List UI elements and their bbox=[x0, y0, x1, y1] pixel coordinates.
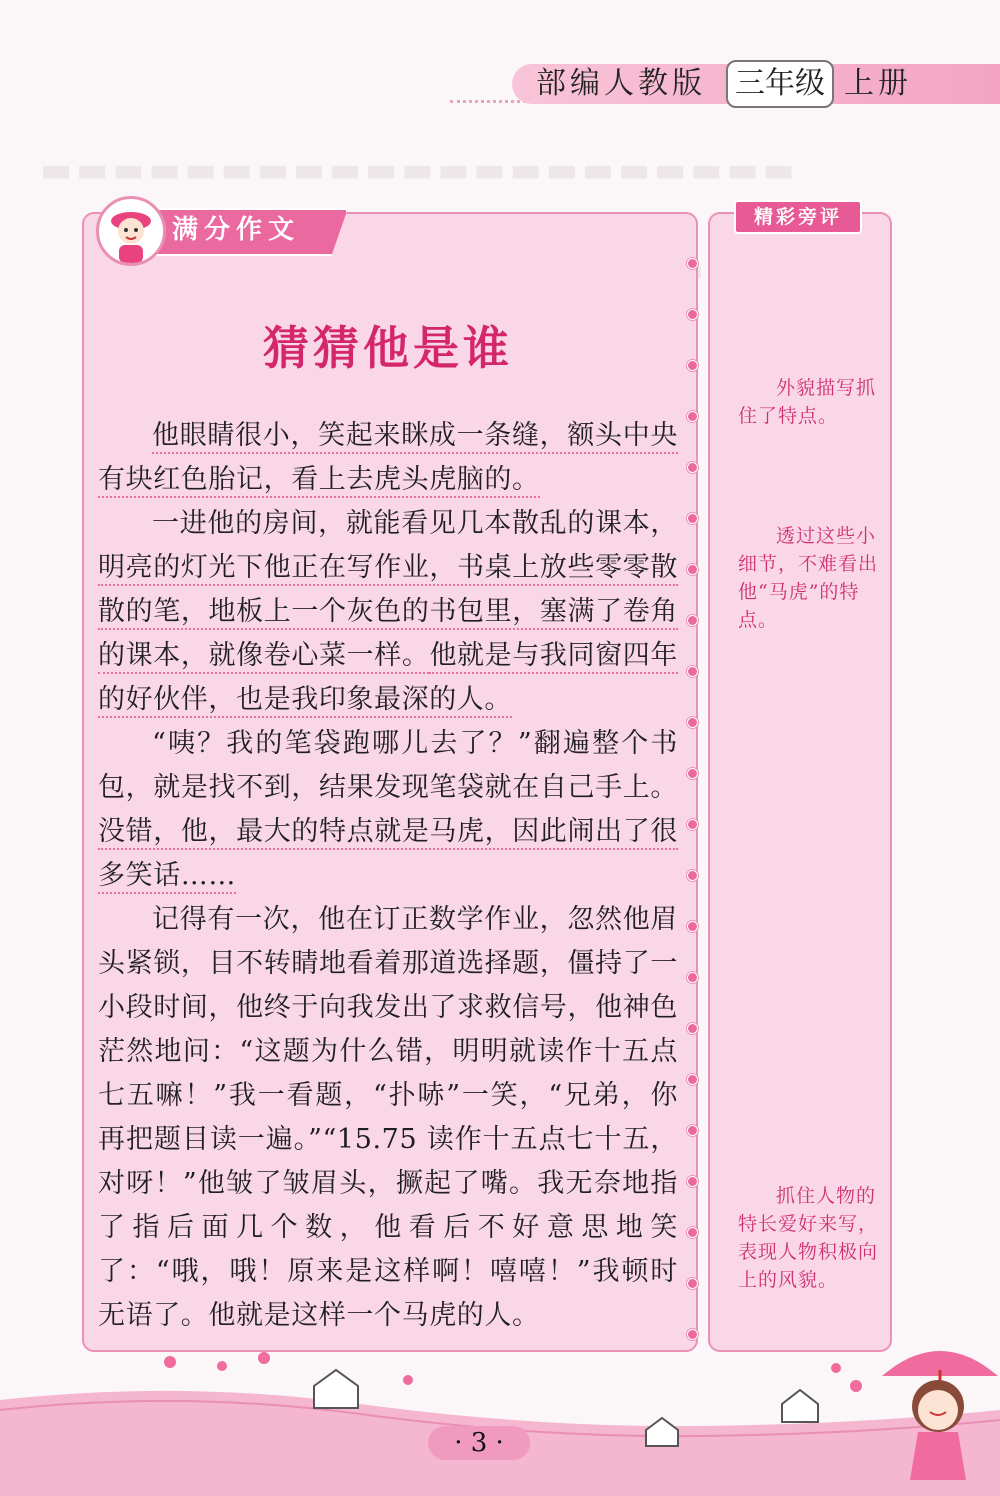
side-comment-1: 外貌描写抓住了特点。 bbox=[738, 377, 877, 427]
underlined-text: 他眼睛很小，笑起来眯成一条缝，额头中央有块红色胎记，看上去虎头虎脑的。 bbox=[98, 420, 678, 498]
footer-landscape bbox=[0, 1340, 1000, 1496]
binder-ring bbox=[687, 921, 698, 932]
binder-ring bbox=[687, 1023, 698, 1034]
essay-paragraph-2 bbox=[98, 502, 678, 722]
comment-tag-label: 精彩旁评 bbox=[734, 200, 862, 234]
binder-ring bbox=[687, 819, 698, 830]
underlined-text: 他就是与我同窗四年的好伙伴，也是我印象最深的人。 bbox=[98, 640, 678, 718]
binder-ring bbox=[687, 309, 698, 320]
plain-text: “咦？我的笔袋跑哪儿去了？”翻遍整个书包，就是找不到，结果发现笔袋就在自己手上。 bbox=[98, 728, 678, 803]
binder-ring bbox=[687, 513, 698, 524]
essay-paragraph-4 bbox=[98, 898, 678, 1338]
binder-ring bbox=[687, 1329, 698, 1340]
binder-ring bbox=[687, 411, 698, 422]
binder-ring bbox=[687, 768, 698, 779]
binder-ring bbox=[687, 615, 698, 626]
side-comment-3: 抓住人物的特长爱好来写，表现人物积极向上的风貌。 bbox=[738, 1185, 879, 1291]
bleed-through-text: ▬▬▬▬▬▬▬▬▬▬▬▬▬▬▬▬▬▬▬▬▬ bbox=[40, 150, 799, 190]
binder-ring bbox=[687, 564, 698, 575]
essay-paragraph-1 bbox=[98, 414, 678, 502]
section-tag-label: 满分作文 bbox=[172, 215, 301, 245]
binder-ring bbox=[687, 258, 698, 269]
binder-ring bbox=[687, 360, 698, 371]
grade-badge: 三年级 bbox=[726, 60, 834, 108]
binder-ring bbox=[687, 717, 698, 728]
volume-label: 上册 bbox=[844, 66, 912, 101]
binder-ring bbox=[687, 462, 698, 473]
essay-body bbox=[98, 414, 678, 1338]
mascot-boy-icon bbox=[96, 196, 166, 266]
edition-label: 部编人教版 bbox=[536, 66, 706, 101]
plain-text: 记得有一次，他在订正数学作业，忽然他眉头紧锁，目不转睛地看着那道选择题，僵持了一小段时间，他终于向我发出了求救信号，他神色茫然地问：“这题为什么错，明明就读作十五点七五嘛！”我一看题，“扑哧”一笑，“兄弟，你再把题目读一遍。”“15.75 读作十五点七十五，对呀！”他皱了皱眉头，撅起了嘴。我无奈地指了指后面几个数，他看后不好意思地笑了：“哦，哦！原来是这样啊！嘻嘻！”我顿时无语了。他就是这样一个马虎的人。 bbox=[98, 904, 678, 1331]
plain-text: 一进他的房间，就能看见几本散乱的课本， bbox=[152, 508, 678, 539]
underlined-text: 明亮的灯光下他正在写作业，书桌上放些零零散散的笔，地板上一个灰色的书包里，塞满了卷角的课本，就像卷心菜一样。 bbox=[98, 552, 678, 674]
essay-paragraph-3 bbox=[98, 722, 678, 898]
binder-ring bbox=[687, 1125, 698, 1136]
binder-ring bbox=[687, 1278, 698, 1289]
binder-ring bbox=[687, 1176, 698, 1187]
page-number: · 3 · bbox=[428, 1426, 530, 1460]
binder-ring bbox=[687, 972, 698, 983]
binder-ring bbox=[687, 1227, 698, 1238]
essay-title: 猜猜他是谁 bbox=[263, 321, 513, 375]
binder-ring bbox=[687, 870, 698, 881]
binder-ring bbox=[687, 666, 698, 677]
binder-ring bbox=[687, 1074, 698, 1085]
side-comment-2: 透过这些小细节，不难看出他“马虎”的特点。 bbox=[738, 525, 879, 631]
underlined-text: 没错，他，最大的特点就是马虎，因此闹出了很多笑话…… bbox=[98, 816, 678, 894]
